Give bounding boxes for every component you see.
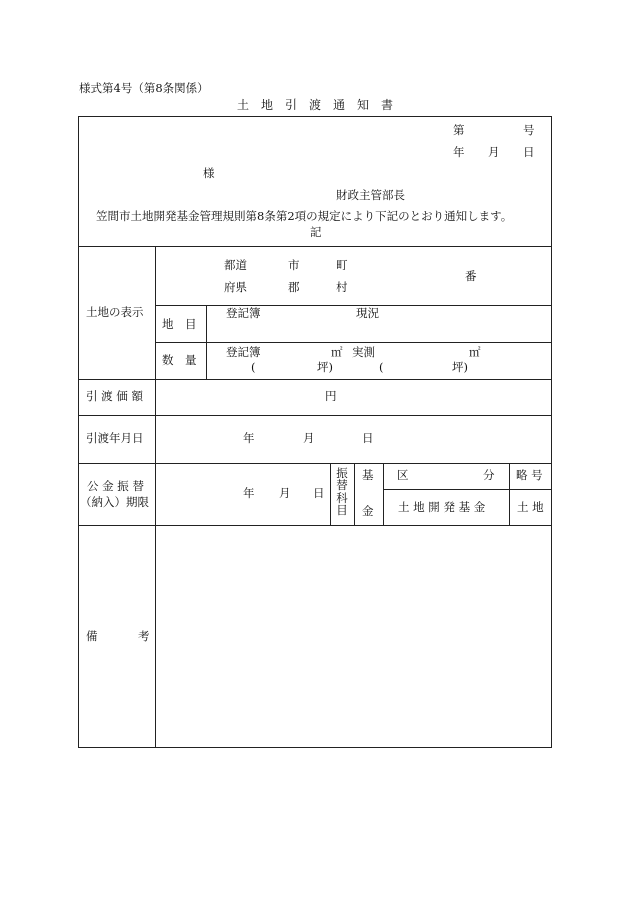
ban-label: 番 — [465, 269, 477, 283]
notice-body-text: 笠間市土地開発基金管理規則第8条第2項の規定により下記のとおり通知します。 — [96, 209, 513, 223]
deadline-day-label: 日 — [313, 486, 325, 500]
fuken-label: 府県 — [224, 280, 247, 294]
date-month-label: 月 — [488, 145, 500, 159]
furikae-char: 振 — [336, 466, 348, 480]
column-divider — [383, 463, 384, 525]
paren-open: ( — [379, 360, 384, 374]
table-border — [551, 116, 552, 748]
chimoku-genkyo-label: 現況 — [356, 306, 379, 320]
number-go-label: 号 — [523, 123, 535, 137]
mura-label: 村 — [336, 280, 348, 294]
kubun-bun-label: 分 — [483, 468, 495, 482]
row-divider — [78, 525, 552, 526]
kubun-ku-label: 区 — [397, 468, 409, 482]
deadline-month-label: 月 — [279, 486, 291, 500]
ryakugo-label: 略 号 — [516, 468, 543, 482]
furikae-char: 目 — [336, 503, 348, 518]
chimoku-label: 地 目 — [162, 317, 197, 331]
table-border — [78, 116, 552, 117]
paren-open: ( — [251, 360, 256, 374]
date-year-label: 年 — [453, 145, 465, 159]
furikae-char: 替 — [336, 478, 348, 493]
document-title: 土 地 引 渡 通 知 書 — [237, 98, 394, 112]
row-divider — [155, 305, 552, 306]
suryo-tokibo-label: 登記簿 — [226, 345, 261, 359]
column-divider — [206, 305, 207, 379]
jissoku-label: 実測 — [352, 345, 375, 359]
transfer-year-label: 年 — [243, 431, 255, 445]
fund-name: 土 地 開 発 基 金 — [398, 500, 486, 514]
price-label: 引 渡 価 額 — [86, 389, 143, 403]
shi-label: 市 — [288, 258, 300, 272]
todo-label: 都道 — [224, 258, 247, 272]
kikin-top-char: 基 — [362, 468, 374, 482]
remarks-label-2: 考 — [138, 629, 150, 643]
row-divider — [78, 246, 552, 247]
ki-label: 記 — [310, 225, 322, 239]
column-divider — [155, 246, 156, 748]
row-divider — [78, 415, 552, 416]
transfer-date-label: 引渡年月日 — [86, 431, 144, 445]
column-divider — [330, 463, 331, 525]
m2-unit: ㎡ — [331, 345, 343, 359]
gun-label: 郡 — [288, 280, 300, 294]
column-divider — [354, 463, 355, 525]
deadline-year-label: 年 — [243, 486, 255, 500]
transfer-deadline-label: 公 金 振 替 — [87, 479, 144, 493]
tsubo-unit: 坪) — [452, 360, 468, 374]
row-divider — [78, 379, 552, 380]
remarks-label-1: 備 — [86, 629, 98, 643]
land-label: 土地の表示 — [86, 305, 144, 319]
date-day-label: 日 — [523, 145, 535, 159]
table-border — [78, 747, 552, 748]
table-border — [78, 116, 79, 748]
m2-unit: ㎡ — [469, 345, 481, 359]
chimoku-tokibo-label: 登記簿 — [226, 306, 261, 320]
transfer-day-label: 日 — [362, 431, 374, 445]
transfer-month-label: 月 — [303, 431, 315, 445]
number-dai-label: 第 — [453, 123, 465, 137]
tsubo-unit: 坪) — [317, 360, 333, 374]
furikae-kamoku-label — [334, 467, 350, 517]
machi-label: 町 — [336, 258, 348, 272]
transfer-deadline-label-2: （納入）期限 — [80, 495, 149, 509]
suryo-label: 数 量 — [162, 353, 197, 367]
sender-title: 財政主管部長 — [336, 188, 405, 202]
furikae-char: 科 — [336, 490, 348, 505]
addressee-sama: 様 — [203, 166, 215, 180]
row-divider — [155, 342, 552, 343]
yen-unit: 円 — [325, 389, 337, 403]
row-divider — [78, 463, 552, 464]
row-divider — [383, 489, 552, 490]
column-divider — [509, 463, 510, 525]
kikin-bottom-char: 金 — [362, 504, 374, 518]
fund-abbreviation: 土 地 — [517, 500, 544, 514]
form-number: 様式第4号（第8条関係） — [79, 81, 209, 95]
